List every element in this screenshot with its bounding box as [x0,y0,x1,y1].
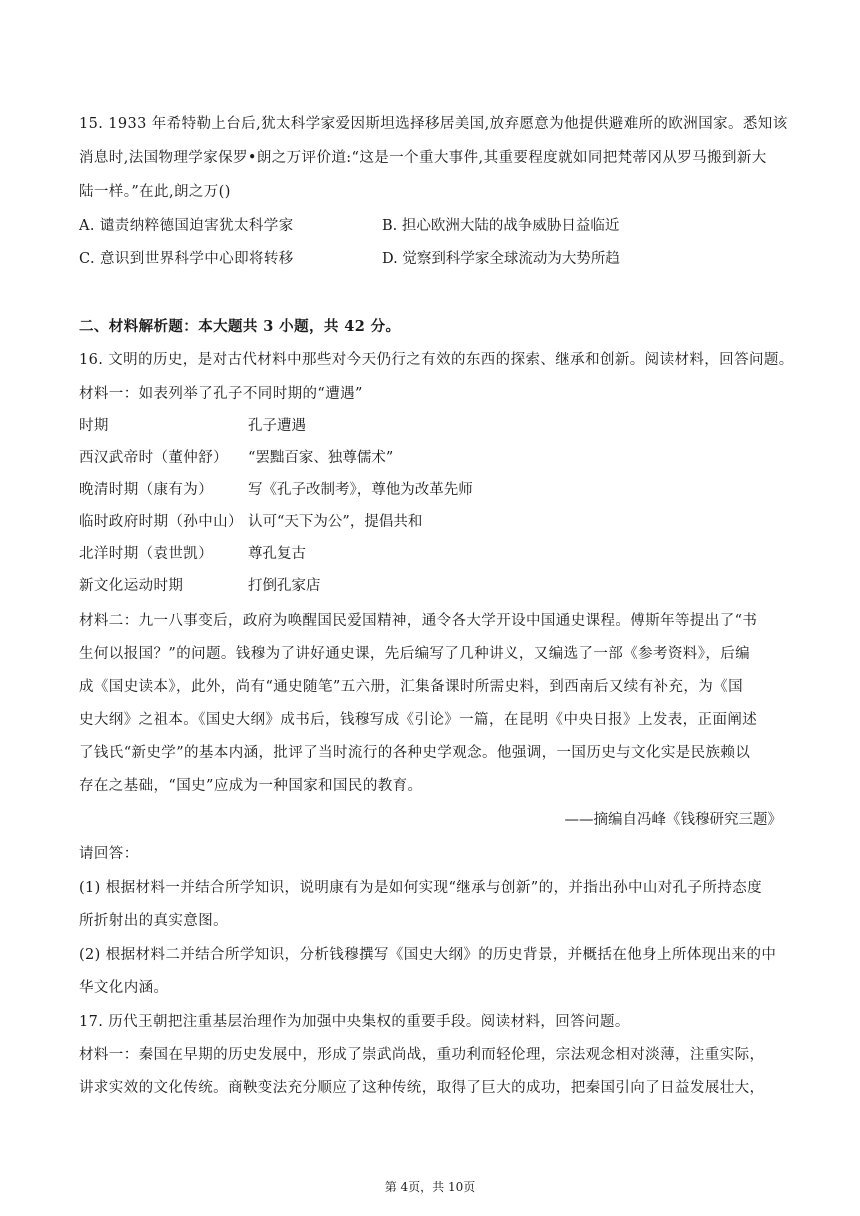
q17-material1-line-2: 讲求实效的文化传统。商鞅变法充分顺应了这种传统，取得了巨大的成功，把秦国引向了日益发展壮大， [79,1080,765,1096]
q16-sub1-line-1: (1) 根据材料一并结合所学知识，说明康有为是如何实现“继承与创新”的，并指出孙中山对孔子所持态度 [79,880,763,896]
table-row-encounter: 认可“天下为公”，提倡共和 [248,514,423,530]
table-row-encounter: 写《孔子改制考》，尊他为改革先师 [248,482,473,498]
q17-material1-line-1: 材料一：秦国在早期的历史发展中，形成了崇武尚战，重功利而轻伦理，宗法观念相对淡薄，注重实际， [79,1047,765,1063]
q15-stem-line-3: 陆一样。”在此,朗之万() [79,184,231,200]
table-row-period: 北洋时期（袁世凯） [79,546,214,562]
table-row-encounter: 孔子遭遇 [248,418,306,434]
table-row-encounter: 尊孔复古 [248,546,306,562]
q16-sub2-line-2: 华文化内涵。 [79,980,169,996]
table-row-period: 临时政府时期（孙中山） [79,514,243,530]
q16-sub1-line-2: 所折射出的真实意图。 [79,913,228,929]
q16-material2-line-6: 存在之基础，“国史”应成为一种国家和国民的教育。 [79,778,423,794]
q16-material2-line-3: 成《国史读本》，此外，尚有“通史随笔”五六册，汇集备课时所需史料，到西南后又续有补充，为《国 [79,679,743,695]
q16-material2-line-1: 材料二：九一八事变后，政府为唤醒国民爱国精神，通令各大学开设中国通史课程。傅斯年等提出了“书 [79,613,758,629]
page-number: 第 4页，共 10页 [384,1180,476,1194]
q15-stem-line-2: 消息时,法国物理学家保罗•朗之万评价道:“这是一个重大事件,其重要程度就如同把梵蒂冈从罗马搬到新大 [79,150,767,166]
q16-material1-title: 材料一：如表列举了孔子不同时期的“遭遇” [79,386,363,402]
q16-please-answer: 请回答： [79,846,139,862]
q17-intro: 17. 历代王朝把注重基层治理作为加强中央集权的重要手段。阅读材料，回答问题。 [79,1014,630,1030]
table-row-encounter: 打倒孔家店 [248,578,321,594]
q16-sub2-line-1: (2) 根据材料二并结合所学知识，分析钱穆撰写《国史大纲》的历史背景，并概括在他身上所体现出来的中 [79,947,777,963]
q15-stem-line-1: 15. 1933 年希特勒上台后,犹太科学家爱因斯坦选择移居美国,放弃愿意为他提供避难所的欧洲国家。悉知该 [79,116,788,132]
q16-material2-line-5: 了钱氏“新史学”的基本内涵，批评了当时流行的各种史学观念。他强调，一国历史与文化实是民族赖以 [79,745,751,761]
q16-material2-line-4: 史大纲》之祖本。《国史大纲》成书后，钱穆写成《引论》一篇，在昆明《中央日报》上发表，正面阐述 [79,712,758,728]
table-row-period: 新文化运动时期 [79,578,184,594]
q16-intro: 16. 文明的历史，是对古代材料中那些对今天仍行之有效的东西的探索、继承和创新。阅读材料，回答问题。 [79,352,794,368]
q15-option-a: A. 谴责纳粹德国迫害犹太科学家 [79,218,294,234]
section-heading: 二、材料解析题：本大题共 3 小题，共 42 分。 [79,318,401,335]
table-row-period: 晚清时期（康有为） [79,482,214,498]
table-row-encounter: “罢黜百家、独尊儒术” [248,450,394,466]
q15-option-d: D. 觉察到科学家全球流动为大势所趋 [382,251,620,267]
q15-option-b: B. 担心欧洲大陆的战争威胁日益临近 [382,218,620,234]
table-row-period: 西汉武帝时（董仲舒） [79,450,228,466]
q16-source-citation: ——摘编自冯峰《钱穆研究三题》 [564,812,782,828]
q15-option-c: C. 意识到世界科学中心即将转移 [79,251,294,267]
table-row-period: 时期 [79,418,109,434]
q16-material2-line-2: 生何以报国？”的问题。钱穆为了讲好通史课，先后编写了几种讲义，又编选了一部《参考资料》，后编 [79,646,751,662]
